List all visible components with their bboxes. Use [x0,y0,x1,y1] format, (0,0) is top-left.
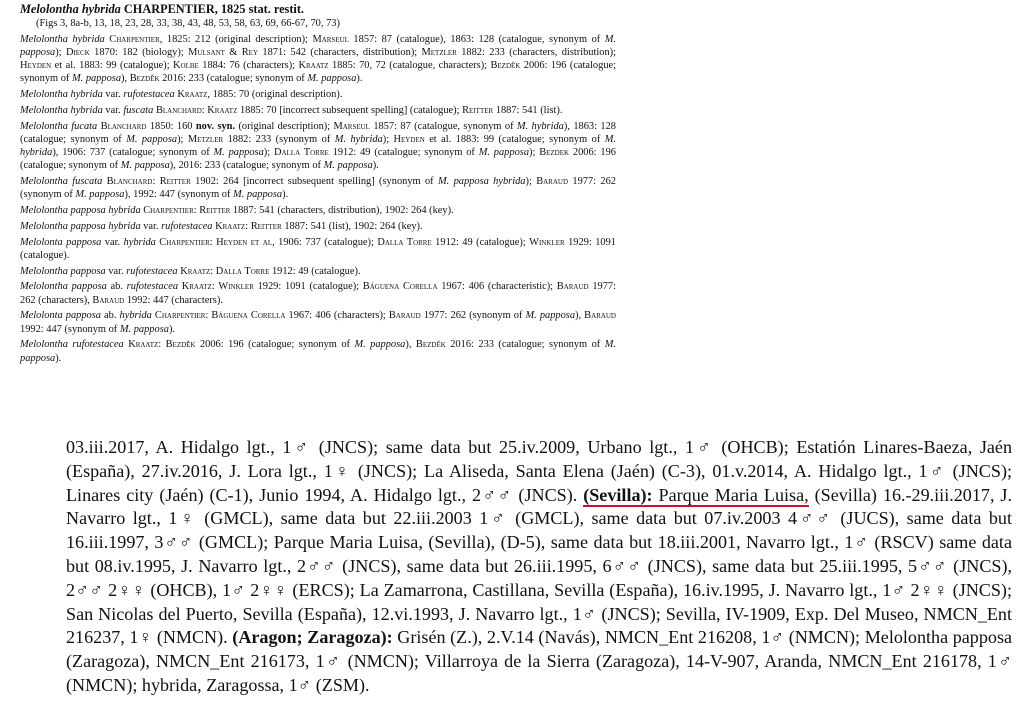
text-run: 03.iii.2017, A. Hidalgo lgt., 1♂ (JNCS); same data but 25.iv.2009, Urbano lgt., 1♂ (OHCB); Estatión Linares-Baeza, Jaén (España), 27.iv.2016, J. Lora lgt., 1♀ (JNCS); La Aliseda, Santa Elena (Jaén) (C-3), 01.v.2014, A. Hidalgo lgt., 1♂ (JNCS); Linares city (Jaén) (C-1), Junio 1994, A. Hidalgo lgt., 2♂♂ (JNCS). [66,437,1012,505]
text-run: Grisén (Z.), 2.V.14 (Navás), NMCN_Ent 216208, 1♂ (NMCN); Melolontha papposa (Zaragoza), NMCN_Ent 216173, 1♂ (NMCN); Villarroya de la Sierra (Zaragoza), 14-V-907, Aranda, NMCN_Ent 216178, 1♂ (NMCN); hybrida, Zaragossa, 1♂ (ZSM). [66,627,1013,695]
text-run: 1887: 541 (characters, distribution), 1902: 264 (key). [230,205,454,216]
author-name: Báguena Corella [211,310,286,322]
author-name: Winkler [529,236,565,248]
author-name: Heyden [20,60,52,71]
author-name: Metzler [187,133,224,145]
author-name: Kolbe [173,60,199,71]
author-name: Reitter [250,220,282,232]
species-heading [20,2,616,17]
author-name: Dalla Torre [273,147,329,158]
taxon-name: M. papposa [120,160,170,172]
author-name: Baraud [556,281,589,293]
author-name: Mulsant & Rey [188,46,259,58]
text-run: ); [55,46,66,58]
text-run: var. [102,104,124,116]
author-name: Kraatz [128,339,159,351]
text-run: 1929: 1091 (catalogue). [20,236,616,261]
material-examined-section [66,436,1012,698]
author-name: Blanchard [155,104,202,116]
taxon-name: Melolontha hybrida [20,89,103,100]
author-name: Heyden [393,133,425,145]
taxon-name: Melolontha fuscata [20,176,103,187]
author-name: Charpentier [159,236,210,248]
taxon-name: M. hybrida [516,120,564,132]
species-author: CHARPENTIER [123,2,215,16]
synonymy-entry [20,265,616,278]
text-run: : [201,104,208,116]
taxon-name: M. hybrida [334,133,383,145]
taxon-name: Melolontha rufotestacea [20,339,124,351]
text-run: ). [356,73,363,85]
taxon-name: M. papposa [71,73,122,85]
text-run: 1912: 49 (catalogue; synonym of [328,147,479,158]
synonymy-entry [20,280,616,306]
taxon-name: hybrida [119,310,152,322]
author-name: Kraatz [298,60,329,71]
underlined-locality: Parque Maria Luisa, [652,484,809,505]
text-run: ab. [101,310,120,322]
taxon-name: M. papposa [20,33,617,58]
text-run: : [210,265,216,277]
author-name: Dalla Torre [215,265,270,277]
taxon-name: M. papposa [233,189,283,201]
synonymy-entry [20,175,616,201]
text-run: : [205,310,212,322]
taxon-name: Melolontha fucata [20,120,98,132]
synonymy-entry [20,120,616,173]
taxon-name: M. papposa [478,147,530,158]
synonymy-list [20,33,616,365]
author-name: Báguena Corella [362,281,438,293]
text-run: ). [168,323,176,335]
text-run: ). [372,160,379,172]
text-run: 1887: 541 (list). [493,104,563,116]
text-run: 1977: 262 (synonym of [20,176,616,201]
text-run: 1850: 160 [146,120,196,132]
taxon-name: Melolontha papposa [20,265,106,277]
author-name: Bezděk [490,60,521,71]
text-run: 1977: 262 (characters), [20,281,616,306]
author-name: Kraatz [215,220,246,232]
text-run: 1912: 49 (catalogue); [431,236,530,248]
text-run: ); [525,176,537,187]
text-run: , 1885: 70 (original description). [207,89,343,100]
text-run: : [152,176,160,187]
author-name: Reitter [462,104,494,116]
text-run: ), 2016: 233 (catalogue; synonym of [169,160,324,172]
text-run: ); [382,133,394,145]
text-run: ). [55,352,62,364]
author-name: Heyden et al [216,236,273,248]
text-run: ). [282,189,289,201]
author-name: Baraud [536,176,569,187]
synonymy-entry [20,204,616,217]
taxon-name: M. papposa [307,73,357,85]
taxon-name: rufotestacea [161,220,213,232]
taxon-name: Melolontha hybrida [20,104,103,116]
bold-text: (Aragon; Zaragoza): [232,627,393,648]
taxon-name: fuscata [123,104,154,116]
taxon-name: Melolontha papposa hybrida [20,205,141,216]
taxon-name: Melolontha papposa hybrida [20,220,141,232]
author-name: Marseul [333,120,370,132]
author-name: Reitter [199,205,231,216]
synonymy-entry [20,104,616,117]
species-name: Melolontha hybrida [20,2,121,16]
author-name: Charpentier [143,205,194,216]
text-run: var. [101,236,124,248]
author-name: Dieck [65,46,90,58]
taxon-name: M. papposa [126,133,178,145]
text-run: 1887: 541 (list), 1902: 264 (key). [281,220,423,232]
author-name: Charpentier [154,310,206,322]
text-run: 1977: 262 (synonym of [420,310,526,322]
text-run: 1992: 447 (synonym of [20,323,120,335]
text-run: var. [105,265,127,277]
author-name: Bezděk [165,339,196,351]
text-run: (original description); [235,120,334,132]
text-run: 1884: 76 (characters); [198,60,299,71]
synonymy-entry [20,220,616,233]
text-run: 2006: 196 (catalogue; synonym of [20,147,616,172]
text-run: 2006: 196 (catalogue; synonym of [20,60,617,85]
text-run: : [193,205,200,216]
text-run: ); [529,147,540,158]
author-name: Dalla Torre [377,236,432,248]
text-run: 1871: 542 (characters, distribution); [258,46,422,58]
author-name: Kraatz [207,104,238,116]
taxon-name: rufotestacea [123,89,175,100]
text-run: 1902: 264 [incorrect subsequent spelling] (synonym of [190,176,438,187]
material-paragraph [66,436,1012,698]
text-run: 1992: 447 (characters). [124,294,223,306]
text-run: : [211,281,219,293]
author-name: Reitter [159,176,191,187]
author-name: Baraud [92,294,125,306]
taxon-name: M. papposa [354,339,406,351]
taxon-name: M. papposa [20,339,616,364]
text-run: et al. 1883: 99 (catalogue); [51,60,174,71]
synonymy-section [20,2,616,365]
species-status: , 1825 stat. restit. [214,2,304,16]
author-name: Baraud [388,310,421,322]
author-name: Baraud [584,310,616,322]
text-run: 1857: 87 (catalogue), 1863: 128 (catalogue, synonym of [348,33,605,45]
text-run: : [158,339,166,351]
bold-text: nov. syn. [195,120,236,132]
taxon-name: M. papposa [75,189,125,201]
taxon-name: Melolontha hybrida [20,33,105,45]
author-name: Bezdek [539,147,570,158]
taxon-name: rufotestacea [126,265,178,277]
synonymy-entry [20,309,616,335]
text-run: ), [121,73,130,85]
text-run: , 1825: 212 (original description); [159,33,313,45]
author-name: Blanchard [100,120,147,132]
text-run: ), 1863: 128 (catalogue; synonym of [20,120,616,145]
author-name: Marseul [312,33,349,45]
text-run: et al. 1883: 99 (catalogue; synonym of [424,133,605,145]
text-run: 2006: 196 (catalogue; synonym of [195,339,355,351]
text-run: ), [575,310,585,322]
taxon-name: M. papposa [323,160,373,172]
text-run: var. [140,220,162,232]
synonymy-entry [20,33,616,86]
text-run: 1967: 406 (characteristic); [437,281,557,293]
text-run: var. [102,89,124,100]
figure-references: (Figs 3, 8a-b, 13, 18, 23, 28, 33, 38, 43, 48, 53, 58, 63, 69, 66-67, 70, 73) [36,18,340,29]
text-run: 1857: 87 (catalogue, synonym of [369,120,517,132]
text-run: 1870: 182 (biology); [89,46,189,58]
author-name: Bezděk [415,339,446,351]
text-run: : [209,236,217,248]
taxon-name: M. hybrida [20,133,616,158]
text-run: 1885: 70, 72 (catalogue, characters); [328,60,491,71]
taxon-name: M. papposa hybrida [437,176,526,187]
text-run: ); [263,147,274,158]
text-run: 1967: 406 (characters); [285,310,389,322]
text-run: (Sevilla) 16.-29.iii.2017, J. Navarro lgt., 1♀ (GMCL), same data but 22.iii.2003 1♂ (GMCL), same data but 07.iv.2003 4♂♂ (JUCS), same data but 16.iii.1997, 3♂♂ (GMCL); Parque Maria Luisa, (Sevilla), (D-5), same data but 18.iii.2001, Navarro lgt., 1♂ (RSCV) same data but 08.iv.1995, J. Navarro lgt., 2♂♂ (JNCS), same data but 26.iii.1995, 6♂♂ (JNCS), same data but 25.iii.1995, 5♂♂ (JNCS), 2♂♂ 2♀♀ (OHCB), 1♂ 2♀♀ (ERCS); La Zamarrona, Castillana, Sevilla (España), 16.iv.1995, J. Navarro lgt., 1♂ 2♀♀ (JNCS); San Nicolas del Puerto, Sevilla (España), 12.vi.1993, J. Navarro lgt., 1♂ (JNCS); Sevilla, IV-1909, Exp. Del Museo, NMCN_Ent 216237, 1♀ (NMCN). [66,484,1012,648]
highlighted-region-heading: (Sevilla): [583,484,653,505]
text-run: 1882: 233 (synonym of [223,133,335,145]
text-run: 2016: 233 (catalogue; synonym of [159,73,308,85]
taxon-name: M. papposa [213,147,264,158]
text-run: ), 1992: 447 (synonym of [124,189,234,201]
text-run: 1882: 233 (characters, distribution); [456,46,616,58]
text-run: ), [405,339,416,351]
taxon-name: rufotestacea [126,281,179,293]
text-run: 1885: 70 [incorrect subsequent spelling] (catalogue); [237,104,463,116]
text-run: : [245,220,251,232]
author-name: Kraatz [177,89,208,100]
taxon-name: M. papposa [119,323,169,335]
author-name: Kraatz [180,265,211,277]
author-name: Charpentier [109,33,160,45]
text-run: ab. [106,281,127,293]
author-name: Kraatz [181,281,212,293]
taxon-name: Melolonta papposa [20,310,101,322]
synonymy-entry [20,88,616,101]
taxon-name: hybrida [123,236,156,248]
text-run: 1929: 1091 (catalogue); [253,281,363,293]
taxon-name: Melolonta papposa [20,236,102,248]
taxon-name: Melolontha papposa [20,281,107,293]
author-name: Metzler [421,46,457,58]
taxon-name: M. papposa [525,310,576,322]
synonymy-entry [20,236,616,262]
text-run: ), 1906: 737 (catalogue; synonym of [52,147,214,158]
text-run: , 1906: 737 (catalogue); [272,236,378,248]
author-name: Bezděk [129,73,160,85]
author-name: Blanchard [106,176,153,187]
synonymy-entry [20,338,616,364]
text-run: 1912: 49 (catalogue). [269,265,361,277]
author-name: Winkler [218,281,254,293]
text-run: ); [177,133,188,145]
text-run: 2016: 233 (catalogue; synonym of [445,339,605,351]
